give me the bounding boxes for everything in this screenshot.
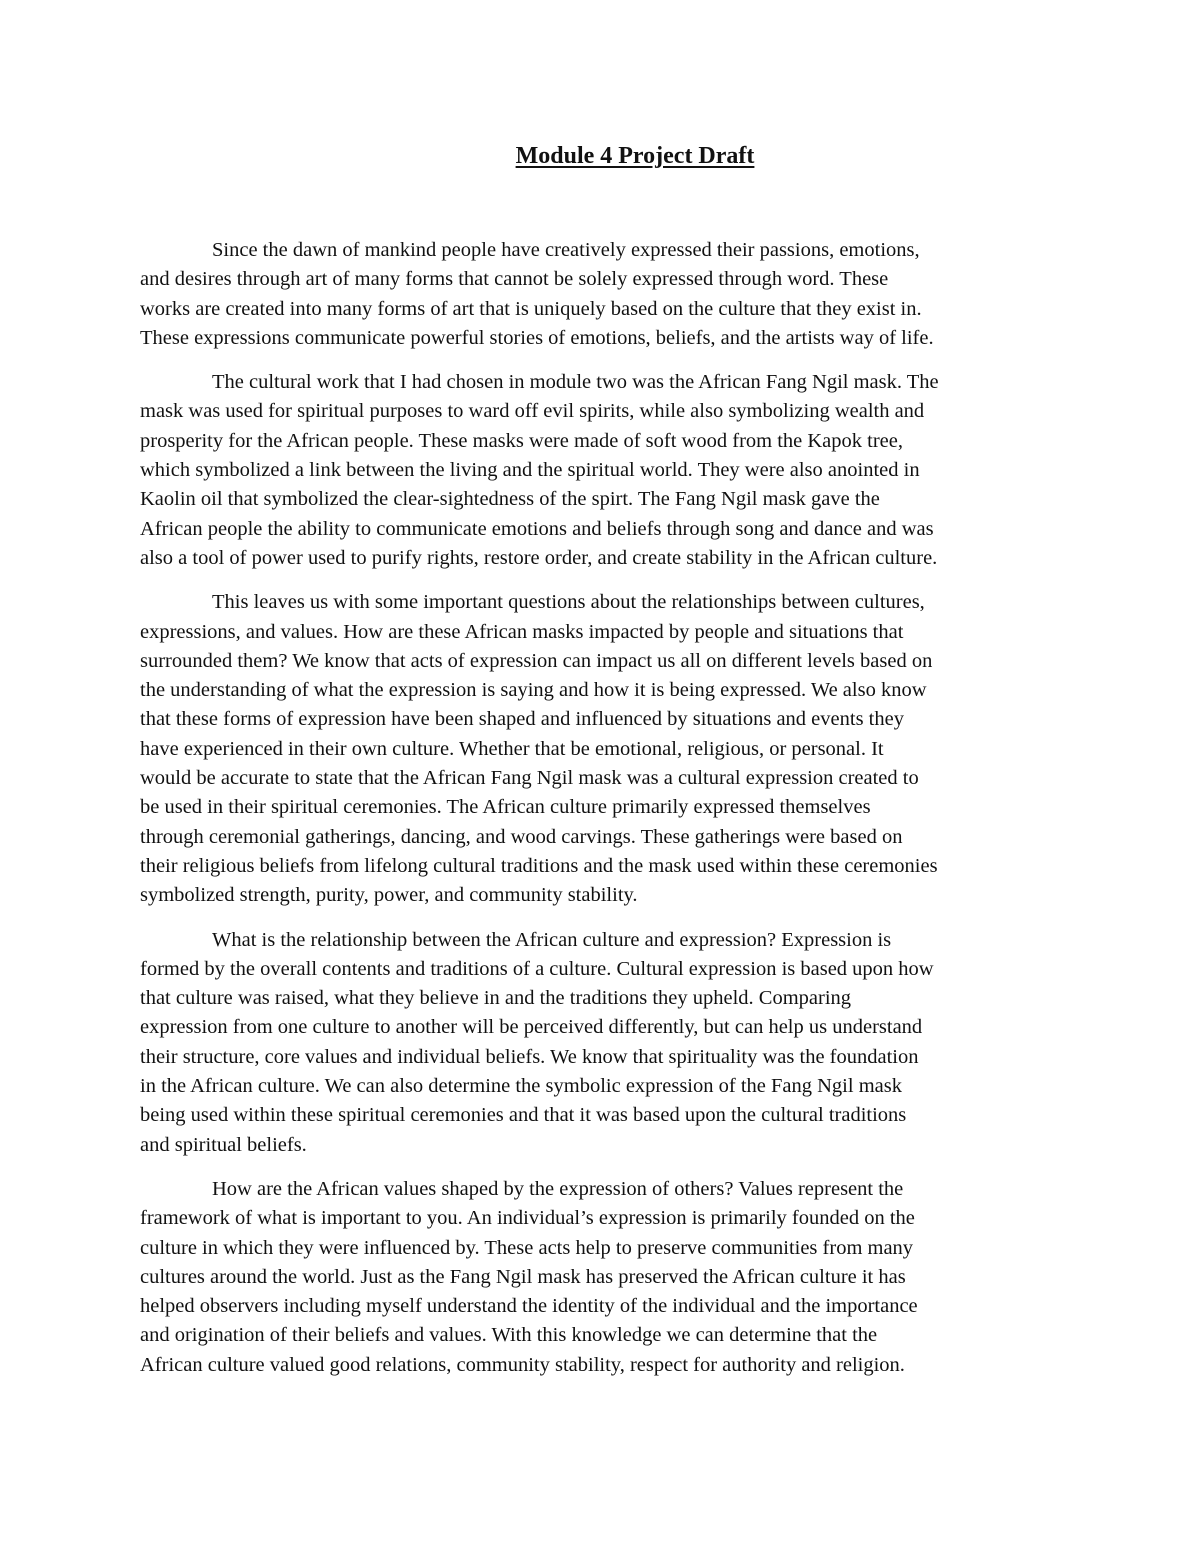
paragraph-line: mask was used for spiritual purposes to ward off evil spirits, while also symbolizing wealth and [140,400,925,423]
paragraph-line: be used in their spiritual ceremonies. The African culture primarily expressed themselves [140,796,871,819]
paragraph-line: and desires through art of many forms that cannot be solely expressed through word. These [140,268,889,291]
paragraph-line: This leaves us with some important questions about the relationships between cultures, [212,591,925,614]
paragraph-line: culture in which they were influenced by. These acts help to preserve communities from many [140,1236,914,1259]
paragraph-4 [140,926,1060,1160]
paragraph-line: The cultural work that I had chosen in module two was the African Fang Ngil mask. The [212,371,939,394]
paragraph-line: the understanding of what the expression is saying and how it is being expressed. We also know [140,679,927,702]
paragraph-line: framework of what is important to you. An individual’s expression is primarily founded on the [140,1207,915,1230]
paragraph-line: works are created into many forms of art that is uniquely based on the culture that they exist in. [140,297,922,320]
paragraph-line: and origination of their beliefs and values. With this knowledge we can determine that the [140,1324,878,1347]
paragraph-line: Since the dawn of mankind people have creatively expressed their passions, emotions, [212,239,920,261]
paragraph-line: which symbolized a link between the living and the spiritual world. They were also anointed in [140,459,920,482]
paragraph-line: Kaolin oil that symbolized the clear-sightedness of the spirt. The Fang Ngil mask gave the [140,488,880,511]
paragraph-line: and spiritual beliefs. [140,1133,307,1156]
paragraph-line: helped observers including myself understand the identity of the individual and the importance [140,1295,918,1318]
paragraph-line: through ceremonial gatherings, dancing, and wood carvings. These gatherings were based on [140,825,903,848]
paragraph-line: formed by the overall contents and traditions of a culture. Cultural expression is based upon how [140,957,934,980]
paragraph-line: surrounded them? We know that acts of expression can impact us all on different levels based on [140,649,933,672]
paragraph-line: These expressions communicate powerful stories of emotions, beliefs, and the artists way of life. [140,326,934,349]
paragraph-2 [140,368,1060,573]
paragraph-line: their religious beliefs from lifelong cultural traditions and the mask used within these ceremonies [140,854,938,877]
paragraph-line: prosperity for the African people. These masks were made of soft wood from the Kapok tree, [140,429,904,452]
paragraph-line: being used within these spiritual ceremonies and that it was based upon the cultural traditions [140,1104,907,1127]
paragraph-line: their structure, core values and individual beliefs. We know that spirituality was the foundation [140,1045,919,1068]
paragraph-3 [140,588,1060,910]
paragraph-line: symbolized strength, purity, power, and community stability. [140,884,638,907]
paragraph-line: would be accurate to state that the African Fang Ngil mask was a cultural expression created to [140,767,919,790]
paragraph-line: African culture valued good relations, community stability, respect for authority and religion. [140,1353,905,1376]
document-body [140,236,1060,1395]
paragraph-line: African people the ability to communicate emotions and beliefs through song and dance and was [140,517,934,540]
paragraph-line: expression from one culture to another will be perceived differently, but can help us understand [140,1016,923,1039]
paragraph-line: that these forms of expression have been shaped and influenced by situations and events they [140,708,904,731]
paragraph-line: have experienced in their own culture. Whether that be emotional, religious, or personal. It [140,737,884,760]
paragraph-line: also a tool of power used to purify rights, restore order, and create stability in the African culture. [140,546,938,569]
paragraph-1 [140,236,1060,353]
paragraph-line: that culture was raised, what they believe in and the traditions they upheld. Comparing [140,987,852,1010]
paragraph-line: What is the relationship between the African culture and expression? Expression is [212,928,892,951]
paragraph-5 [140,1175,1060,1380]
paragraph-line: expressions, and values. How are these African masks impacted by people and situations that [140,620,904,643]
paragraph-line: in the African culture. We can also determine the symbolic expression of the Fang Ngil mask [140,1075,902,1098]
document-title: Module 4 Project Draft [515,143,755,169]
paragraph-line: cultures around the world. Just as the Fang Ngil mask has preserved the African culture it has [140,1265,906,1288]
paragraph-line: How are the African values shaped by the expression of others? Values represent the [212,1177,904,1200]
